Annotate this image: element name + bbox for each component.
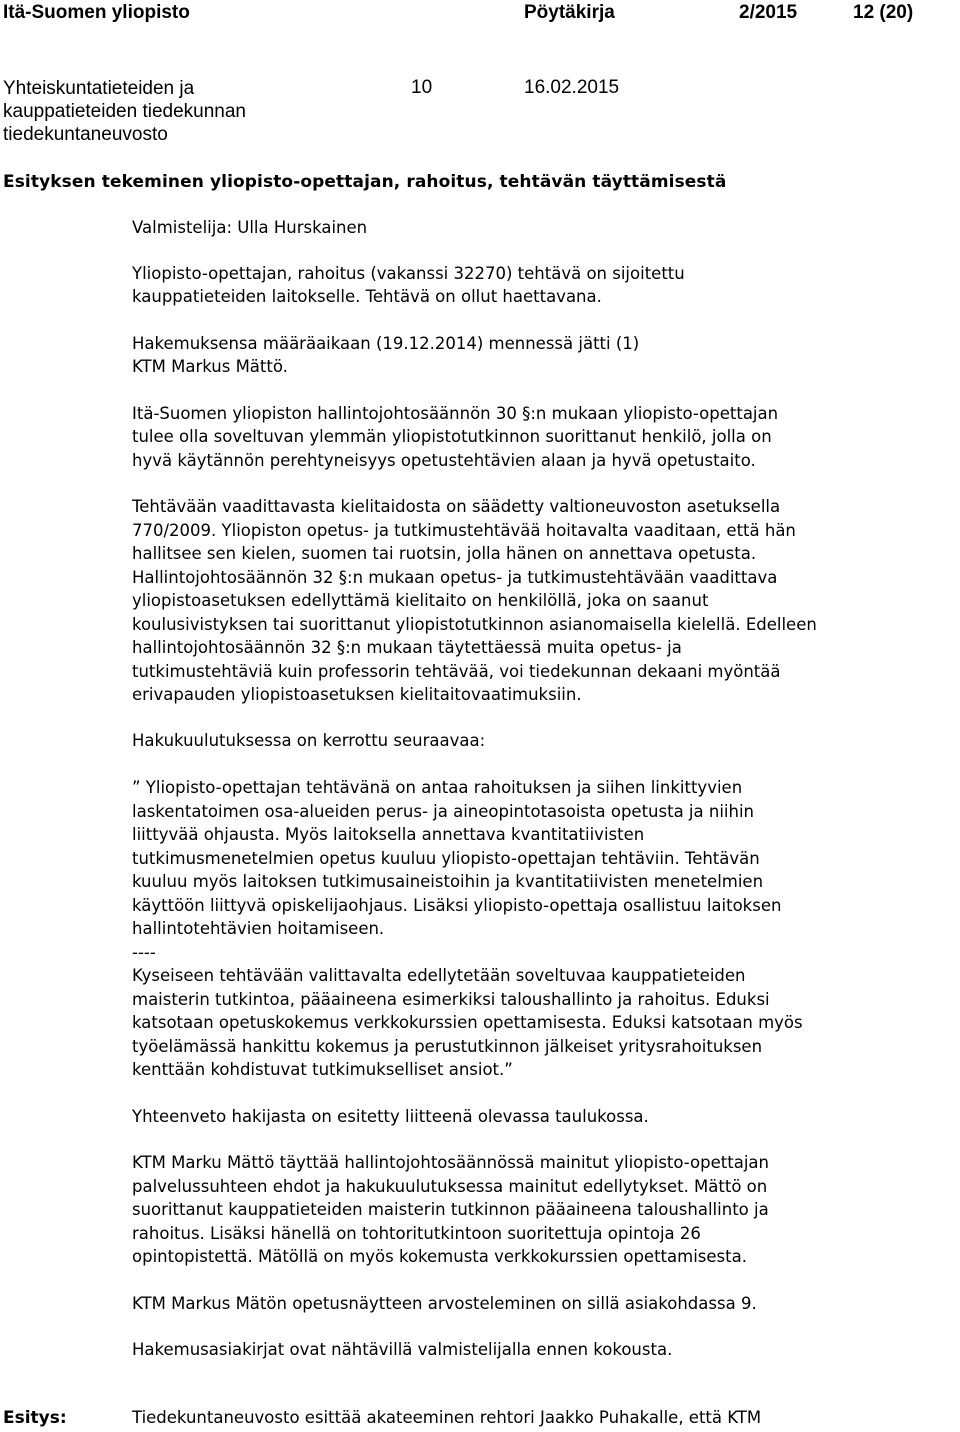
- proposal-label: Esitys:: [3, 1408, 67, 1428]
- section-title: Esityksen tekeminen yliopisto-opettajan, rahoitus, tehtävän täyttämisestä: [3, 172, 727, 192]
- document-type: Pöytäkirja: [524, 2, 615, 23]
- paragraph-language-requirements: Tehtävään vaadittavasta kielitaidosta on säädetty valtioneuvoston asetuksella 770/2009. Yliopiston opetus- ja tutkimustehtävää hoitavalta vaaditaan, että hän hallitsee sen kielen, suomen tai ruotsin, jolla hänen on annettava opetusta. Hallintojohtosäännön 32 §:n mukaan opetus- ja tutkimustehtävään vaadittava yliopistoasetuksen edellyttämä kielitaito on henkilöllä, joka on saanut koulusivistyksen tai suorittanut yliopistotutkinnon asianomaisella kielellä. Edelleen hallintojohtosäännön 32 §:n mukaan täytettäessä muita opetus- ja tutkimustehtäviä kuin professorin tehtävää, voi tiedekunnan dekaani myöntää erivapauden yliopistoasetuksen kielitaitovaatimuksiin.: [132, 497, 817, 704]
- paragraph-qualifications: Itä-Suomen yliopiston hallintojohtosäännön 30 §:n mukaan yliopisto-opettajan tulee olla soveltuvan ylemmän yliopistotutkinnon suorittanut henkilö, jolla on hyvä käytännön perehtyneisyys opetustehtävien alaan ja hyvä opetustaito.: [132, 403, 779, 470]
- paragraph-documents: Hakemusasiakirjat ovat nähtävillä valmistelijalla ennen kokousta.: [132, 1340, 673, 1359]
- paragraph-position: Yliopisto-opettajan, rahoitus (vakanssi 32270) tehtävä on sijoitettu kauppatieteiden laitokselle. Tehtävä on ollut haettavana.: [132, 263, 685, 306]
- paragraph-summary: Yhteenveto hakijasta on esitetty liitteenä olevassa taulukossa.: [132, 1106, 649, 1126]
- paragraph-announcement-intro: Hakukuulutuksessa on kerrottu seuraavaa:: [132, 730, 486, 750]
- paragraph-applicants: Hakemuksensa määräaikaan (19.12.2014) mennessä jätti (1) KTM Markus Mättö.: [132, 333, 640, 376]
- document-body: [132, 216, 958, 1362]
- paragraph-candidate-assessment: KTM Marku Mättö täyttää hallintojohtosäännössä mainitut yliopisto-opettajan palvelussuhteen ehdot ja hakukuulutuksessa mainitut edellytykset. Mättö on suorittanut kauppatieteiden maisterin tutkinnon pääaineena taloushallinto ja rahoitus. Lisäksi hänellä on tohtoritutkintoon suoritettuja opintoja 26 opintopistettä. Mätöllä on myös kokemusta verkkokurssien opettamisesta.: [132, 1153, 769, 1266]
- meeting-date: 16.02.2015: [524, 77, 620, 98]
- proposal-text: Tiedekuntaneuvosto esittää akateeminen rehtori Jaakko Puhakalle, että KTM: [132, 1408, 762, 1427]
- university-name: Itä-Suomen yliopisto: [3, 2, 190, 23]
- paragraph-announcement-quote: ” Yliopisto-opettajan tehtävänä on antaa rahoituksen ja siihen linkittyvien laskentatoimen osa-alueiden perus- ja aineopintotasoista opetusta ja niihin liittyvää ohjausta. Myös laitoksella annettava kvantitatiivisten tutkimusmenetelmien opetus kuuluu yliopisto-opettajan tehtäviin. Tehtävän kuuluu myös laitoksen tutkimusaineistoihin ja kvantitatiivisten menetelmien käyttöön liittyvä opiskelijaohjaus. Lisäksi yliopisto-opettaja osallistuu laitoksen hallintotehtävien hoitamiseen. ---- Kyseiseen tehtävään valittavalta edellytetään soveltuvaa kauppatieteiden maisterin tutkintoa, pääaineena esimerkiksi taloushallinto ja rahoitus. Eduksi katsotaan opetuskokemus verkkokurssien opettamisesta. Eduksi katsotaan myös työelämässä hankittu kokemus ja perustutkinnon jälkeiset yritysrahoituksen kenttään kohdistuvat tutkimukselliset ansiot.”: [132, 778, 803, 1079]
- section-number: 10: [411, 77, 433, 98]
- paragraph-teaching-demo: KTM Markus Mätön opetusnäytteen arvosteleminen on sillä asiakohdassa 9.: [132, 1293, 757, 1313]
- preparer-line: Valmistelija: Ulla Hurskainen: [132, 218, 368, 237]
- organization-name: Yhteiskuntatieteiden ja kauppatieteiden tiedekunnan tiedekuntaneuvosto: [3, 78, 246, 145]
- page-number: 12 (20): [853, 2, 914, 23]
- document-number: 2/2015: [739, 2, 798, 23]
